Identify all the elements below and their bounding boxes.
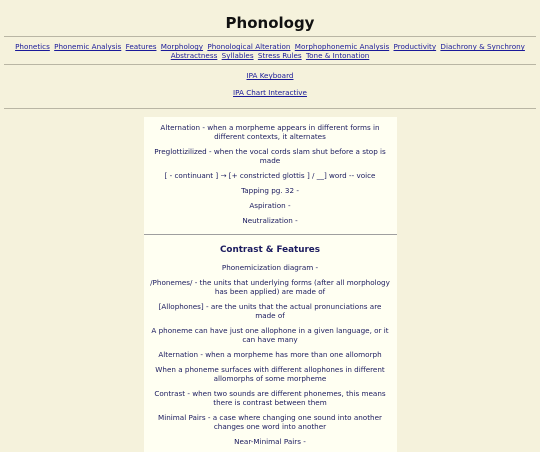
note-phonemes: /Phonemes/ - the units that underlying forms (after all morphology has been applied) are made of [150, 278, 390, 296]
ipa-chart-link[interactable]: IPA Chart Interactive [233, 88, 307, 97]
note-phonemicization: Phonemicization diagram - [221, 263, 319, 272]
ipa-keyboard-link[interactable]: IPA Keyboard [246, 71, 294, 80]
note-minimal-pairs: Minimal Pairs - a case where changing one sound into another changes one word into another [158, 413, 382, 431]
note-near-minimal-pairs: Near-Minimal Pairs - [234, 437, 306, 446]
divider [4, 108, 536, 109]
note-phoneme-allophone: A phoneme can have just one allophone in a given language, or it can have many [151, 326, 389, 344]
nav-link-abstractness[interactable]: Abstractness [170, 51, 218, 60]
nav-link-features[interactable]: Features [125, 42, 157, 51]
nav-link-tone-intonation[interactable]: Tone & Intonation [305, 51, 370, 60]
note-allophones: [Allophones] - are the units that the actual pronunciations are made of [158, 302, 382, 320]
page-title: Phonology [225, 14, 315, 32]
note-neutralization: Neutralization - [242, 216, 298, 225]
section-divider [144, 234, 397, 235]
nav-link-morphophonemic-analysis[interactable]: Morphophonemic Analysis [294, 42, 390, 51]
nav-link-phonological-alteration[interactable]: Phonological Alteration [207, 42, 291, 51]
note-aspiration: Aspiration - [249, 201, 291, 210]
nav-link-syllables[interactable]: Syllables [221, 51, 254, 60]
notes-panel [144, 117, 397, 452]
nav-link-productivity[interactable]: Productivity [393, 42, 437, 51]
note-alternation-allomorph: Alternation - when a morpheme has more than one allomorph [158, 350, 382, 359]
note-contrast: Contrast - when two sounds are different phonemes, this means there is contrast between them [154, 389, 386, 407]
nav-link-stress-rules[interactable]: Stress Rules [257, 51, 302, 60]
nav-link-diachrony-synchrony[interactable]: Diachrony & Synchrony [440, 42, 525, 51]
note-rule: [ - continuant ] → [+ constricted glottis ] / __] word -- voice [164, 171, 376, 180]
topic-nav [0, 37, 540, 64]
nav-link-phonemic-analysis[interactable]: Phonemic Analysis [54, 42, 122, 51]
section-heading: Contrast & Features [219, 245, 321, 255]
note-tapping: Tapping pg. 32 - [241, 186, 299, 195]
note-alternation: Alternation - when a morpheme appears in different forms in different contexts, it alternates [160, 123, 380, 141]
resource-links [0, 65, 540, 108]
note-preglottalized: Preglottizilized - when the vocal cords slam shut before a stop is made [154, 147, 386, 165]
nav-link-morphology[interactable]: Morphology [160, 42, 204, 51]
nav-link-phonetics[interactable]: Phonetics [15, 42, 50, 51]
note-allophones-allomorphs: When a phoneme surfaces with different allophones in different allomorphs of some morpheme [155, 365, 385, 383]
